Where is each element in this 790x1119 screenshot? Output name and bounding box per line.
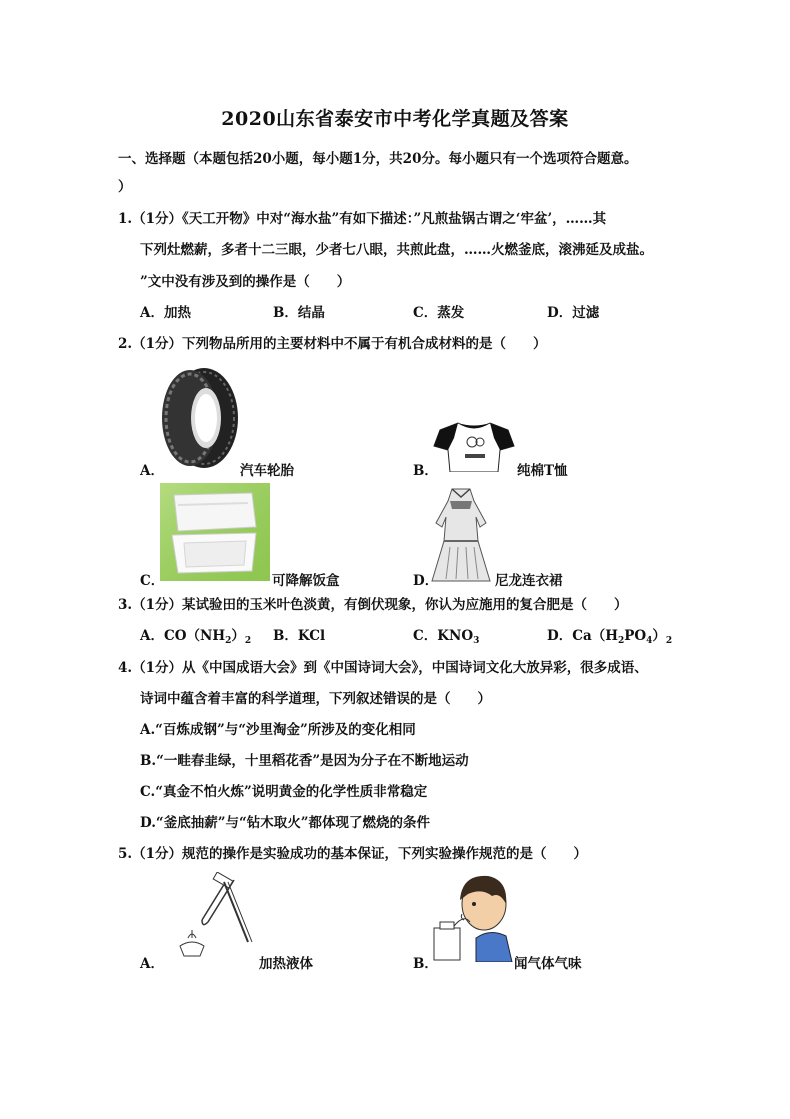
q1-option-d: D．过滤 (547, 305, 600, 321)
q3-option-d: D．$Ca(H_2PO_4)_2$ (547, 628, 673, 646)
section-heading-cont: ） (118, 179, 132, 195)
q2-option-d-letter: D． (413, 573, 439, 589)
q1-option-b: B．结晶 (273, 305, 325, 321)
q2-option-b-letter: B． (413, 463, 438, 479)
q1-stem-line3: ”文中没有涉及到的操作是（ ） (140, 274, 351, 290)
q2-option-a-letter: A． (140, 463, 164, 479)
tire-image (160, 366, 240, 470)
q2-option-c-caption: 可降解饭盒 (272, 573, 340, 589)
q4-stem-line1: 4.（1分）从《中国成语大会》到《中国诗词大会》，中国诗词文化大放异彩，很多成语、 (118, 660, 648, 676)
q5-option-a-caption: 加热液体 (259, 956, 313, 972)
q5-option-b-caption: 闻气体气味 (514, 956, 582, 972)
q4-option-b: B.“一畦春韭绿，十里稻花香”是因为分子在不断地运动 (140, 753, 469, 769)
q4-option-c: C.“真金不怕火炼”说明黄金的化学性质非常稳定 (140, 784, 428, 800)
q5-option-a-letter: A． (140, 956, 164, 972)
q4-stem-line2: 诗词中蕴含着丰富的科学道理，下列叙述错误的是（ ） (140, 691, 491, 707)
q3-option-b: B．KCl (273, 628, 326, 644)
q1-stem-line2: 下列灶燃薪，多者十二三眼，少者七八眼，共煎此盘，……火燃釜底，滚沸延及成盐。 (140, 242, 653, 258)
q3-option-c: C．$KNO_3$ (413, 628, 480, 646)
q2-stem: 2.（1分）下列物品所用的主要材料中不属于有机合成材料的是（ ） (118, 336, 547, 352)
tshirt-image (432, 420, 516, 472)
lunchbox-image (160, 483, 270, 581)
q2-option-b-caption: 纯棉T恤 (517, 463, 568, 479)
q2-option-a-caption: 汽车轮胎 (240, 463, 294, 479)
q4-option-d: D.“釜底抽薪”与“钻木取火”都体现了燃烧的条件 (140, 815, 430, 831)
page-title: 2020山东省泰安市中考化学真题及答案 (221, 108, 569, 130)
q4-option-a: A.“百炼成钢”与“沙里淘金”所涉及的变化相同 (140, 722, 416, 738)
smell-gas-image (432, 870, 514, 962)
q1-stem-line1: 1.（1分）《天工开物》中对“海水盐”有如下描述：”凡煎盐锅古谓之‘牢盆’，……其 (118, 211, 607, 227)
q1-option-a: A．加热 (140, 305, 191, 321)
q3-option-a: A．$CO(NH_2)_2$ (140, 628, 252, 646)
q3-stem: 3.（1分）某试验田的玉米叶色淡黄，有倒伏现象，你认为应施用的复合肥是（ ） (118, 597, 628, 613)
q5-option-b-letter: B． (413, 956, 438, 972)
heating-liquid-image (162, 872, 258, 962)
q5-stem: 5.（1分）规范的操作是实验成功的基本保证，下列实验操作规范的是（ ） (118, 846, 587, 862)
q1-option-c: C．蒸发 (413, 305, 465, 321)
section-heading: 一、选择题（本题包括20小题，每小题1分，共20分。每小题只有一个选项符合题意。 (118, 151, 638, 167)
q2-option-d-caption: 尼龙连衣裙 (495, 573, 563, 589)
q2-option-c-letter: C． (140, 573, 165, 589)
dress-image (430, 487, 492, 583)
